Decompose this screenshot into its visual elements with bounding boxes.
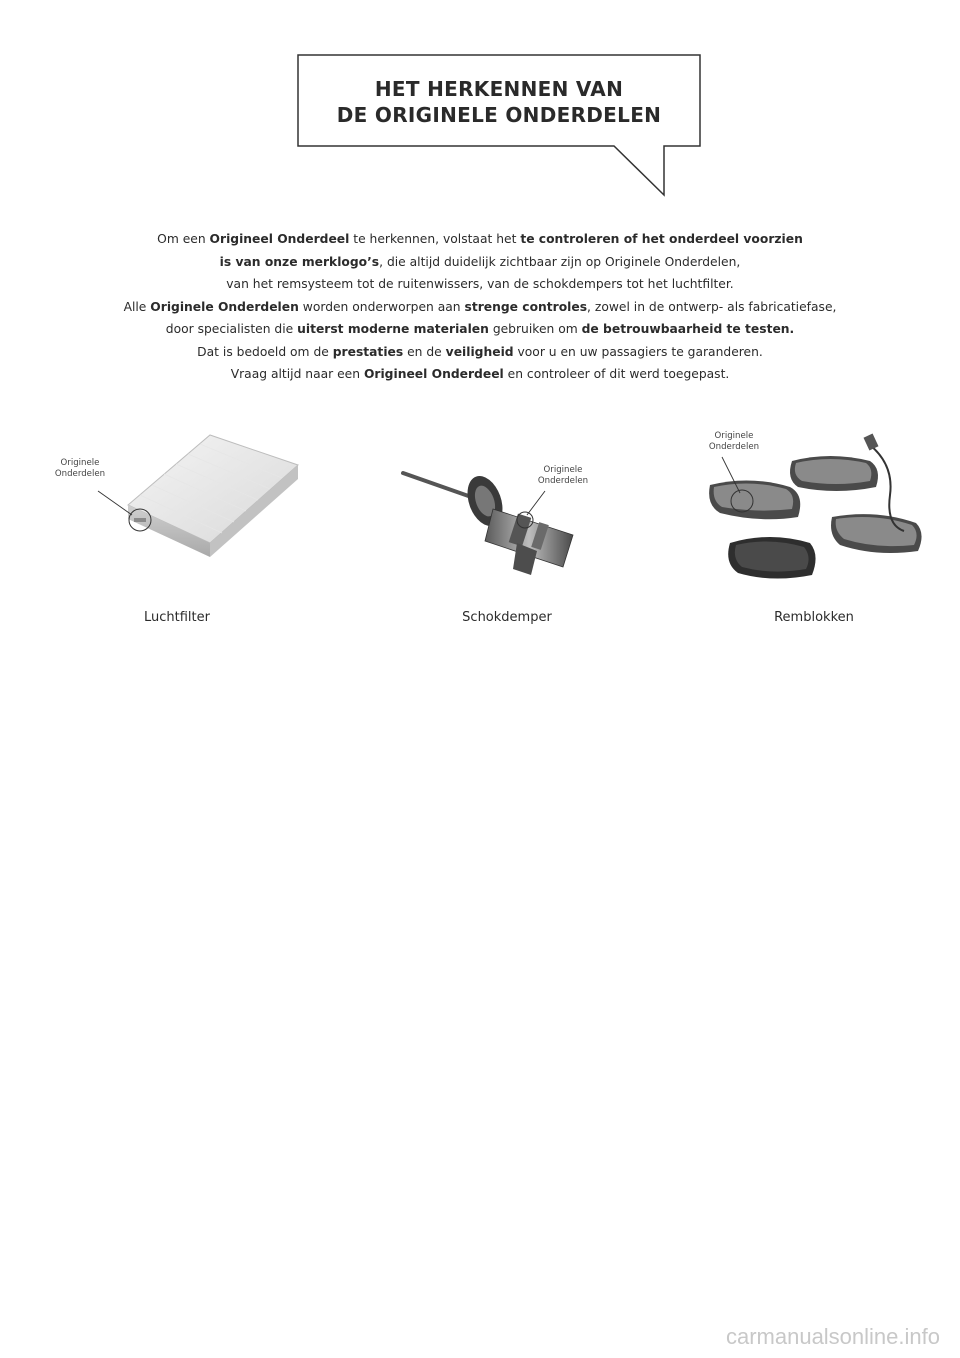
intro-emphasis: strenge controles — [464, 299, 588, 314]
caption-remblokken: Remblokken — [774, 610, 854, 625]
intro-emphasis: Originele Onderdelen — [150, 299, 299, 314]
intro-text: door specialisten die — [165, 322, 298, 336]
intro-text: te herkennen, volstaat het — [349, 232, 521, 246]
product-luchtfilter — [40, 425, 310, 640]
intro-line — [40, 318, 920, 341]
callout-line2: Onderdelen — [708, 442, 760, 452]
intro-emphasis: uiterst moderne materialen — [297, 322, 489, 336]
callout-line1: Originele — [714, 431, 754, 441]
intro-line — [40, 273, 920, 296]
caption-schokdemper: Schokdemper — [462, 610, 552, 625]
brake-pad-2 — [790, 456, 878, 491]
intro-line — [40, 251, 920, 274]
intro-text: Om een — [157, 232, 210, 246]
shock-absorber-illustration — [395, 425, 605, 590]
intro-emphasis: is van onze merklogo’s — [219, 254, 380, 269]
intro-emphasis: veiligheid — [445, 344, 514, 359]
page-title — [298, 76, 700, 128]
intro-text: , zowel in de ontwerp- als fabricatiefase, — [587, 299, 837, 314]
intro-text: en de — [403, 344, 446, 359]
intro-line — [40, 363, 920, 386]
intro-text: , die altijd duidelijk zichtbaar zijn op Originele Onderdelen, — [379, 254, 741, 269]
intro-text: van het remsysteem tot de ruitenwissers, van de schokdempers tot het luchtfilter. — [226, 277, 734, 291]
product-remblokken — [680, 425, 940, 640]
intro-emphasis: de betrouwbaarheid te testen. — [581, 322, 795, 336]
brake-pad-1 — [709, 480, 800, 519]
intro-emphasis: Origineel Onderdeel — [363, 367, 504, 381]
intro-text: Dat is bedoeld om de — [197, 344, 333, 359]
intro-text: Vraag altijd naar een — [230, 367, 364, 381]
callout-originele-onderdelen — [694, 431, 774, 453]
brake-pad-4 — [728, 537, 815, 579]
brake-pad-3 — [831, 514, 922, 553]
air-filter-illustration — [40, 425, 310, 575]
callout-line2: Onderdelen — [54, 469, 106, 479]
watermark: carmanualsonline.info — [725, 1324, 940, 1349]
callout-line1: Originele — [60, 458, 100, 468]
callout-originele-onderdelen — [40, 458, 120, 480]
intro-text: en controleer of dit werd toegepast. — [503, 367, 730, 381]
intro-line — [40, 341, 920, 364]
title-bubble — [0, 0, 960, 210]
callout-line2: Onderdelen — [537, 476, 589, 486]
caption-luchtfilter: Luchtfilter — [144, 610, 210, 625]
intro-text: gebruiken om — [488, 322, 582, 336]
intro-line — [40, 228, 920, 251]
callout-line1: Originele — [543, 465, 583, 475]
logo-mark-icon — [134, 518, 146, 522]
intro-text: Alle — [123, 299, 151, 314]
intro-text: worden onderworpen aan — [298, 299, 465, 314]
intro-emphasis: prestaties — [332, 344, 404, 359]
page-title-line1: HET HERKENNEN VAN — [374, 77, 624, 101]
intro-emphasis: Origineel Onderdeel — [209, 232, 350, 246]
page-title-line2: DE ORIGINELE ONDERDELEN — [336, 103, 662, 127]
intro-emphasis: te controleren of het onderdeel voorzien — [520, 232, 803, 246]
intro-paragraph — [40, 228, 920, 386]
intro-line — [40, 296, 920, 319]
intro-text: voor u en uw passagiers te garanderen. — [513, 344, 763, 359]
callout-originele-onderdelen — [523, 465, 603, 487]
product-schokdemper — [395, 425, 605, 640]
